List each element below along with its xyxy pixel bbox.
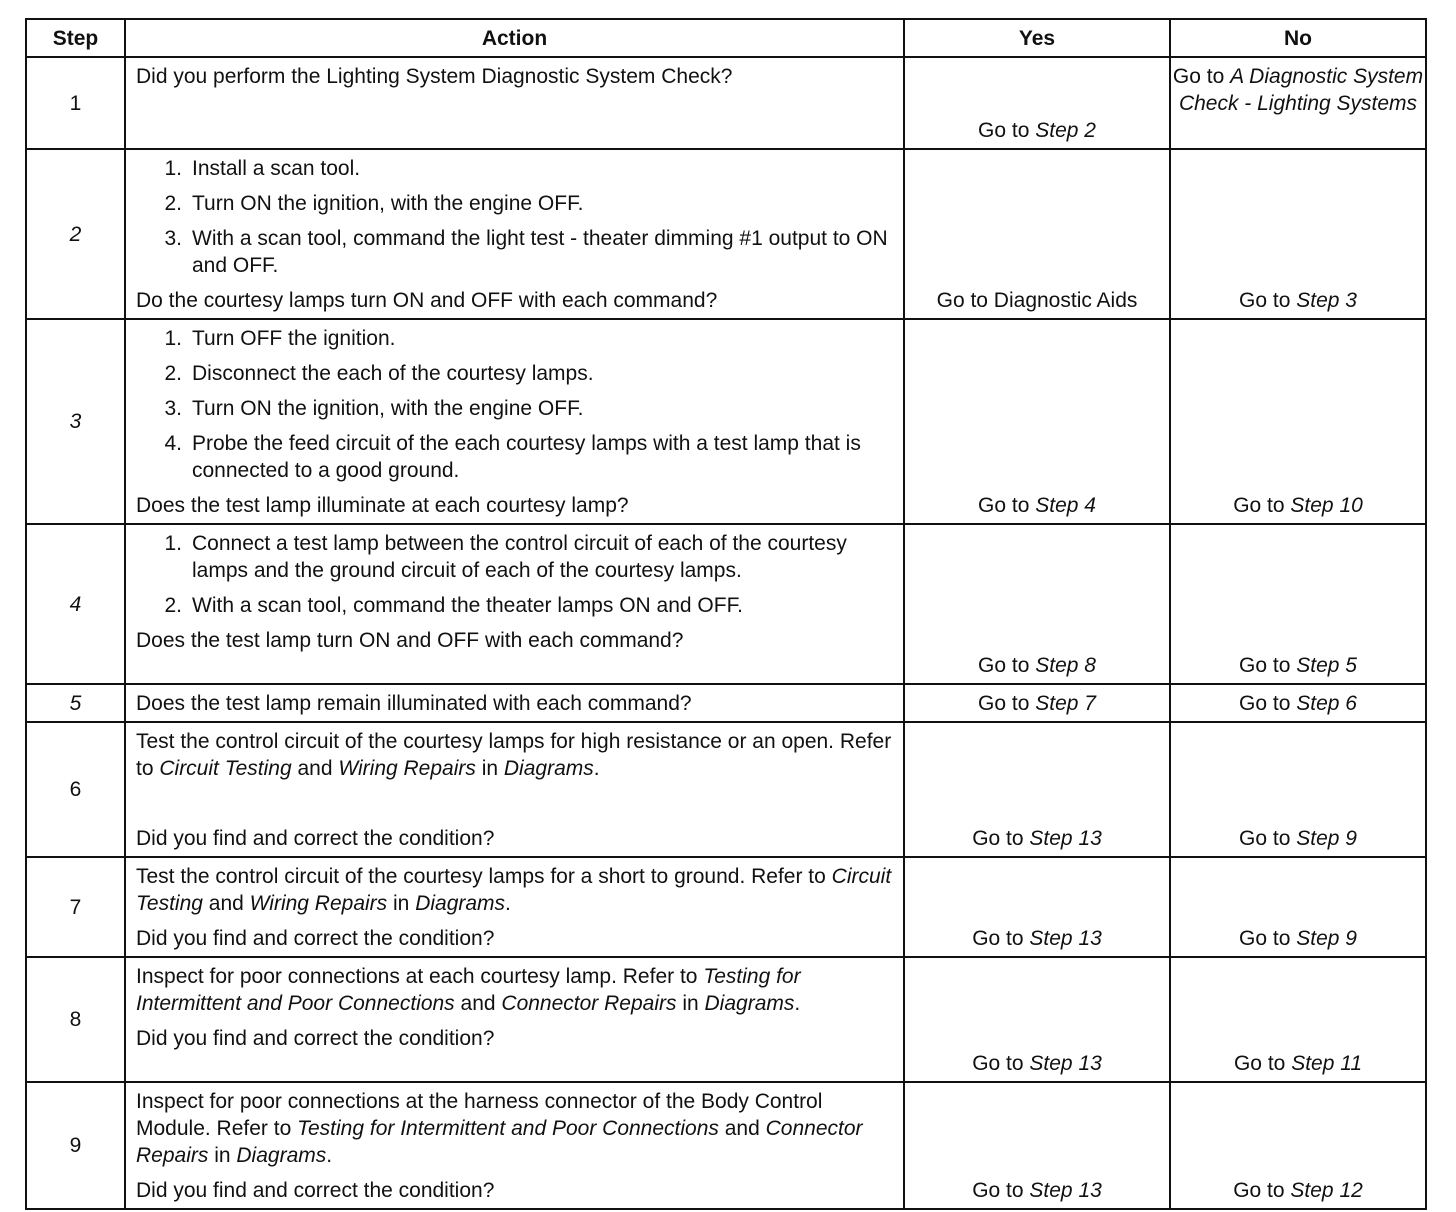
- step-number: 9: [26, 1082, 125, 1209]
- yes-cell: [904, 524, 1170, 684]
- table-row: [26, 319, 1426, 524]
- no-prefix: Go to: [1172, 65, 1225, 88]
- yes-prefix: Go to: [978, 654, 1030, 677]
- action-question: Does the test lamp turn ON and OFF with each command?: [136, 629, 684, 652]
- yes-step-ref: Step 13: [1029, 927, 1102, 950]
- header-row: [26, 19, 1426, 57]
- action-list-item: 2. Turn ON the ignition, with the engine OFF.: [164, 192, 584, 215]
- yes-prefix: Go to: [972, 1179, 1024, 1202]
- no-cell: [1170, 319, 1426, 524]
- action-question: Did you find and correct the condition?: [136, 927, 495, 950]
- yes-step-ref: Step 7: [1035, 692, 1096, 715]
- yes-cell: [904, 57, 1170, 149]
- action-question: Do the courtesy lamps turn ON and OFF with each command?: [136, 289, 718, 312]
- action-question: Does the test lamp remain illuminated with each command?: [136, 692, 692, 715]
- header-action: Action: [125, 19, 904, 57]
- yes-cell: [904, 319, 1170, 524]
- no-cell: [1170, 957, 1426, 1082]
- action-question: Did you find and correct the condition?: [136, 1179, 495, 1202]
- action-question: Does the test lamp illuminate at each courtesy lamp?: [136, 494, 629, 517]
- table-row: [26, 957, 1426, 1082]
- action-list-item: 1. Connect a test lamp between the control circuit of each of the courtesy lamps and the ground circuit of each of the courtesy lamps.: [164, 532, 847, 582]
- no-cell: [1170, 149, 1426, 319]
- no-step-ref: Step 10: [1290, 494, 1363, 517]
- action-list-item: 2. With a scan tool, command the theater lamps ON and OFF.: [164, 594, 743, 617]
- no-prefix: Go to: [1233, 1052, 1286, 1075]
- no-step-ref: Step 5: [1296, 654, 1357, 677]
- no-step-ref: Step 6: [1296, 692, 1357, 715]
- no-step-ref: Step 9: [1296, 927, 1357, 950]
- action-list-item: 3. Turn ON the ignition, with the engine OFF.: [164, 397, 584, 420]
- action-question: Did you find and correct the condition?: [136, 1027, 495, 1050]
- action-paragraph: Inspect for poor connections at each courtesy lamp. Refer to Testing for Intermittent and Poor Connections and Connector Repairs in Diagrams.: [136, 965, 801, 1015]
- yes-prefix: Go to: [972, 827, 1024, 850]
- action-cell: [125, 722, 904, 857]
- yes-step-ref: Step 8: [1035, 654, 1096, 677]
- header-yes: Yes: [904, 19, 1170, 57]
- table-row: [26, 1082, 1426, 1209]
- action-question: Did you find and correct the condition?: [136, 827, 495, 850]
- table-row: [26, 684, 1426, 722]
- action-list-item: 3. With a scan tool, command the light test - theater dimming #1 output to ON and OFF.: [164, 227, 888, 277]
- step-number: 7: [26, 857, 125, 957]
- action-cell: [125, 684, 904, 722]
- no-cell: [1170, 57, 1426, 149]
- yes-cell: [904, 684, 1170, 722]
- no-prefix: Go to: [1233, 494, 1285, 517]
- no-prefix: Go to: [1239, 692, 1291, 715]
- table-row: [26, 149, 1426, 319]
- header-no: No: [1170, 19, 1426, 57]
- yes-step-ref: Step 4: [1035, 494, 1096, 517]
- header-step: Step: [26, 19, 125, 57]
- action-cell: [125, 857, 904, 957]
- step-number: 8: [26, 957, 125, 1082]
- yes-cell: [904, 149, 1170, 319]
- no-prefix: Go to: [1233, 1179, 1285, 1202]
- no-cell: [1170, 857, 1426, 957]
- no-cell: [1170, 1082, 1426, 1209]
- yes-prefix: Go to: [972, 927, 1024, 950]
- table-row: [26, 722, 1426, 857]
- table-row: [26, 857, 1426, 957]
- no-prefix: Go to: [1239, 654, 1291, 677]
- no-step-ref: A Diagnostic System Check - Lighting Systems: [1178, 65, 1424, 115]
- no-prefix: Go to: [1239, 289, 1291, 312]
- step-number: 6: [26, 722, 125, 857]
- no-step-ref: Step 11: [1291, 1052, 1363, 1075]
- no-step-ref: Step 3: [1296, 289, 1357, 312]
- diagnostic-table: [25, 18, 1427, 1210]
- table-row: [26, 57, 1426, 149]
- yes-cell: [904, 1082, 1170, 1209]
- action-paragraph: Test the control circuit of the courtesy lamps for a short to ground. Refer to Circuit Testing and Wiring Repairs in Diagrams.: [136, 865, 892, 915]
- action-cell: [125, 149, 904, 319]
- action-cell: [125, 319, 904, 524]
- action-paragraph: Inspect for poor connections at the harness connector of the Body Control Module. Refer to Testing for Intermittent and Poor Connections and Connector Repairs in Diagrams.: [136, 1090, 863, 1167]
- step-number: 4: [26, 524, 125, 684]
- no-step-ref: Step 12: [1290, 1179, 1363, 1202]
- yes-cell: [904, 857, 1170, 957]
- action-cell: [125, 957, 904, 1082]
- yes-prefix: Go to: [972, 1052, 1024, 1075]
- yes-step-ref: Step 13: [1029, 827, 1102, 850]
- action-cell: [125, 1082, 904, 1209]
- no-cell: [1170, 722, 1426, 857]
- yes-step-ref: Step 2: [1035, 119, 1096, 142]
- action-list-item: 1. Install a scan tool.: [164, 157, 361, 180]
- action-list-item: 2. Disconnect the each of the courtesy lamps.: [164, 362, 594, 385]
- action-list-item: 1. Turn OFF the ignition.: [164, 327, 396, 350]
- no-cell: [1170, 684, 1426, 722]
- yes-cell: [904, 722, 1170, 857]
- yes-prefix: Go to: [978, 494, 1030, 517]
- action-paragraph: Test the control circuit of the courtesy lamps for high resistance or an open. Refer to Circuit Testing and Wiring Repairs in Diagrams.: [136, 730, 892, 780]
- yes-text: Go to Diagnostic Aids: [936, 289, 1138, 312]
- step-number: 5: [26, 684, 125, 722]
- yes-step-ref: Step 13: [1029, 1179, 1102, 1202]
- no-cell: [1170, 524, 1426, 684]
- action-cell: [125, 524, 904, 684]
- step-number: 2: [26, 149, 125, 319]
- action-list-item: 4. Probe the feed circuit of the each courtesy lamps with a test lamp that is connected to a good ground.: [164, 432, 861, 482]
- step-number: 1: [26, 57, 125, 149]
- step-number: 3: [26, 319, 125, 524]
- no-prefix: Go to: [1239, 927, 1291, 950]
- no-prefix: Go to: [1239, 827, 1291, 850]
- no-step-ref: Step 9: [1296, 827, 1357, 850]
- table-row: [26, 524, 1426, 684]
- yes-prefix: Go to: [978, 692, 1030, 715]
- action-question: Did you perform the Lighting System Diagnostic System Check?: [136, 65, 733, 88]
- yes-prefix: Go to: [978, 119, 1030, 142]
- yes-cell: [904, 957, 1170, 1082]
- yes-step-ref: Step 13: [1029, 1052, 1102, 1075]
- action-cell: [125, 57, 904, 149]
